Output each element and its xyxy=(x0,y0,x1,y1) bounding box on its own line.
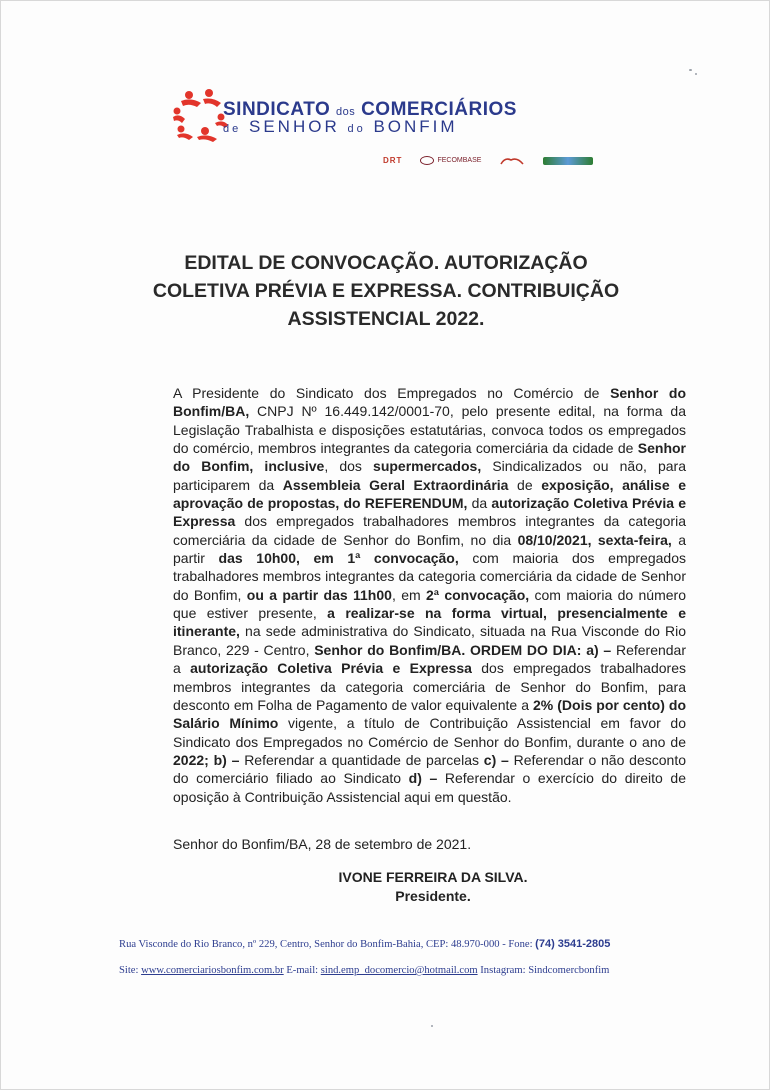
body-bold-span: a realizar-se na forma virtual, presencialmente e itinerante, xyxy=(173,605,686,640)
body-bold-span: exposição, análise e aprovação de propostas, do REFERENDUM, xyxy=(173,476,686,512)
document-title xyxy=(131,249,641,333)
body-text-span: na sede administrativa do Sindicato, situada na Rua Visconde do Rio Branco, 229 - Centro, xyxy=(173,623,686,658)
footer-email-label: E-mail: xyxy=(283,965,321,976)
body-text-span: Referendar o exercício do direito de oposição à Contribuição Assistencial aqui em questão. xyxy=(173,770,687,805)
body-bold-span: 2022; b) – xyxy=(173,751,240,768)
body-text-span: dos empregados trabalhadores membros integrantes da categoria comerciária da cidade de Senhor do Bonfim, no dia xyxy=(173,513,686,548)
logo-word-comerciarios: COMERCIÁRIOS xyxy=(361,99,517,120)
drt-logo: DRT xyxy=(383,156,403,165)
scan-speck xyxy=(689,69,692,71)
footer-address xyxy=(119,938,610,950)
partner-banner-logo xyxy=(543,157,593,165)
body-bold-span: Assembleia Geral Extraordinária xyxy=(282,476,509,493)
body-bold-span: d) – xyxy=(408,770,438,787)
fecombase-label: FECOMBASE xyxy=(437,157,482,164)
body-text-span: Referendar a xyxy=(173,641,687,677)
title-line-3: ASSISTENCIAL 2022. xyxy=(287,308,485,330)
signature-block xyxy=(233,868,633,906)
footer-phone: (74) 3541-2805 xyxy=(535,938,611,950)
body-paragraph xyxy=(173,384,686,806)
scan-speck xyxy=(431,1025,433,1027)
body-bold-span: autorização Coletiva Prévia e Expressa xyxy=(173,495,686,530)
body-bold-span: Senhor do Bonfim/BA, xyxy=(173,385,686,420)
footer-email-link[interactable]: sind.emp_docomercio@hotmail.com xyxy=(320,965,478,976)
body-text-span: a partir xyxy=(173,531,686,567)
logo-word-dos: dos xyxy=(336,106,356,118)
fecombase-logo xyxy=(420,156,481,165)
footer-address-text: Rua Visconde do Rio Branco, nº 229, Centro, Senhor do Bonfim-Bahia, CEP: 48.970-000 - Fone: xyxy=(119,939,536,950)
logo-word-de: de xyxy=(223,123,242,135)
logo-word-senhor: SENHOR xyxy=(248,117,340,136)
body-text-span: Referendar a quantidade de parcelas xyxy=(239,751,484,768)
logo-word-bonfim: BONFIM xyxy=(373,117,458,136)
body-bold-span: supermercados, xyxy=(373,458,482,475)
title-line-2: COLETIVA PRÉVIA E EXPRESSA. CONTRIBUIÇÃO xyxy=(152,280,620,302)
body-text-span: , dos xyxy=(324,458,374,475)
partner-logos xyxy=(383,156,593,165)
body-bold-span: ou a partir das 11h00 xyxy=(246,586,392,603)
body-text-span: de xyxy=(508,476,542,493)
dateline: Senhor do Bonfim/BA, 28 de setembro de 2021. xyxy=(173,836,472,852)
footer-site-label: Site: xyxy=(119,965,142,976)
footer-site-link[interactable]: www.comerciariosbonfim.com.br xyxy=(141,965,284,976)
body-bold-span: c) – xyxy=(483,751,509,768)
footer-instagram: Instagram: Sindcomercbonfim xyxy=(477,965,610,976)
fecombase-ring-icon xyxy=(420,156,434,165)
body-text-span: com maioria dos empregados trabalhadores membros integrantes da categoria comerciária da cidade de Senhor do Bonfim, xyxy=(173,550,686,603)
people-circle-logo-icon xyxy=(171,87,229,143)
signatory-name: IVONE FERREIRA DA SILVA. xyxy=(338,869,528,885)
body-text-span: com maioria do número que estiver presente, xyxy=(173,586,686,622)
body-bold-span: 2ª convocação, xyxy=(426,586,530,603)
body-text-span: , em xyxy=(391,586,426,603)
body-text-span: Sindicalizados ou não, para participarem da xyxy=(173,458,686,493)
body-bold-span: Senhor do Bonfim/BA. ORDEM DO DIA: a) – xyxy=(314,641,612,658)
logo-title-line2 xyxy=(223,117,458,137)
body-bold-span: das 10h00, em 1ª convocação, xyxy=(218,550,459,567)
body-text-span: vigente, a título de Contribuição Assistencial em favor do Sindicato dos Empregados no Comércio de Senhor do Bonfim, durante o ano de xyxy=(173,715,687,750)
logo-word-do: do xyxy=(347,123,366,135)
body-text-span: dos empregados trabalhadores membros integrantes da categoria comerciária de Senhor do Bonfim, para desconto em Folha de Pagamento de valor equivalente a xyxy=(173,660,686,713)
signatory-role: Presidente. xyxy=(395,888,471,904)
body-text-span: da xyxy=(467,495,492,512)
partner-mark-icon xyxy=(499,156,525,165)
body-bold-span: autorização Coletiva Prévia e Expressa xyxy=(190,660,472,677)
body-text-span: Referendar o não desconto do comerciário filiado ao Sindicato xyxy=(173,751,686,787)
title-line-1: EDITAL DE CONVOCAÇÃO. AUTORIZAÇÃO xyxy=(184,252,588,274)
body-bold-span: 2% (Dois por cento) do Salário Mínimo xyxy=(173,696,687,732)
logo-word-sindicato: SINDICATO xyxy=(223,99,331,120)
body-text-span: A Presidente do Sindicato dos Empregados no Comércio de xyxy=(173,385,611,401)
body-bold-span: 08/10/2021, sexta-feira, xyxy=(517,531,672,548)
scan-speck xyxy=(695,73,697,75)
footer-contacts xyxy=(119,965,609,976)
body-text-span: CNPJ Nº 16.449.142/0001-70, pelo presente edital, na forma da Legislação Trabalhista e disposições estatutárias, convoca todos os empregados do comércio, membros integrantes da categoria comerciária da cidade de xyxy=(173,403,686,457)
body-bold-span: Senhor do Bonfim, inclusive xyxy=(173,440,686,475)
